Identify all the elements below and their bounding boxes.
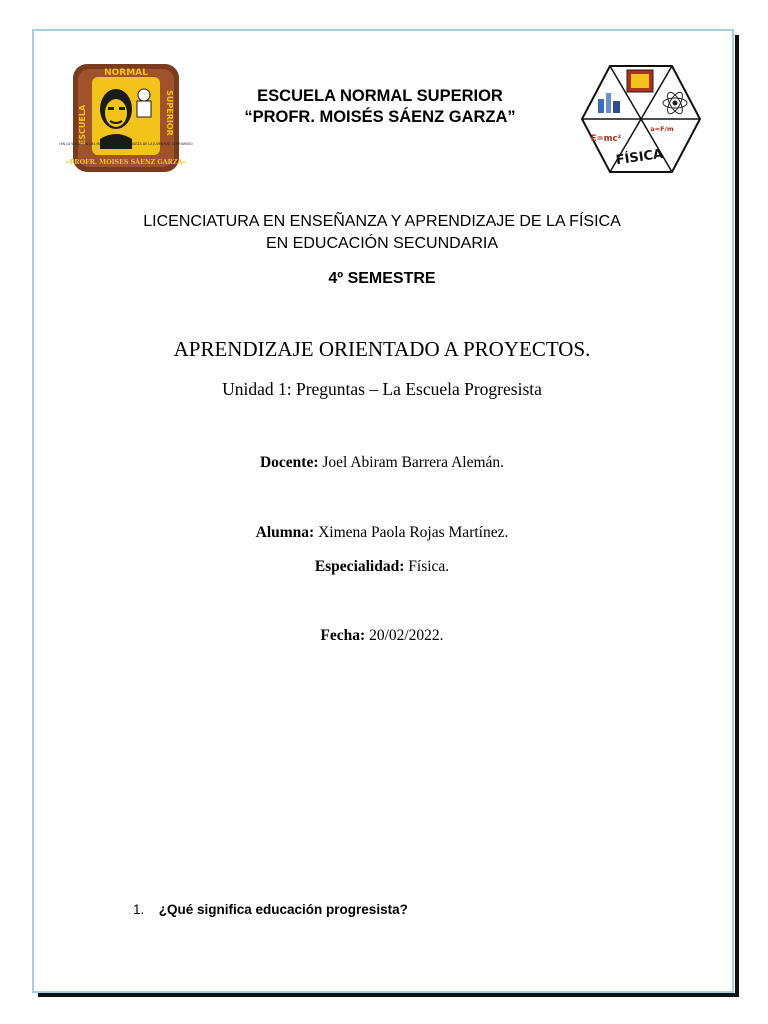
docente-field [90, 454, 674, 472]
semester: 4º SEMESTRE [328, 270, 436, 287]
frame-shadow-bottom [38, 993, 739, 997]
seal-bottom-text: «PROFR. MOISES SÁENZ GARZA» [65, 159, 187, 166]
program-line1: LICENCIATURA EN ENSEÑANZA Y APRENDIZAJE DE LA FÍSICA [143, 213, 621, 230]
seal-right-text: SUPERIOR [165, 90, 174, 136]
logo-fisica-label: FÍSICA [614, 146, 665, 169]
program-line2: EN EDUCACIÓN SECUNDARIA [265, 235, 499, 252]
alumna-field [90, 524, 674, 542]
alumna-value: Ximena Paola Rojas Martínez. [318, 524, 509, 541]
program-title [90, 211, 674, 255]
question-number: 1. [133, 902, 145, 917]
school-name-line1: ESCUELA NORMAL SUPERIOR [257, 87, 503, 105]
school-name [180, 86, 580, 128]
especialidad-field [90, 558, 674, 576]
logo-formula-right: a=F/m [650, 125, 674, 133]
school-name-line2: “PROFR. MOISÉS SÁENZ GARZA” [244, 108, 516, 126]
fecha-value: 20/02/2022. [369, 627, 444, 644]
frame-shadow-right [735, 35, 739, 997]
seal-motto: «EN LA VOCACIÓN DEL MAESTRO Y EN LA NOBLEZA DE LA JUVENTUD, CONFIAMOS» [58, 142, 194, 146]
seal-left-text: ESCUELA [78, 104, 87, 146]
logo-formula-left: E=mc² [590, 134, 622, 144]
unit-title: Unidad 1: Preguntas – La Escuela Progresista [222, 379, 542, 399]
especialidad-label: Especialidad: [314, 558, 405, 575]
especialidad-value: Física. [408, 558, 450, 575]
school-seal-logo [58, 63, 194, 173]
question-text: ¿Qué significa educación progresista? [158, 902, 408, 917]
seal-top-text: NORMAL [104, 68, 148, 78]
docente-label: Docente: [259, 454, 319, 471]
physics-hexagon-logo [580, 63, 702, 175]
fecha-label: Fecha: [320, 627, 366, 644]
question-item [133, 902, 653, 917]
course-title: APRENDIZAJE ORIENTADO A PROYECTOS. [173, 337, 591, 361]
fecha-field [90, 627, 674, 645]
alumna-label: Alumna: [255, 524, 315, 541]
docente-value: Joel Abiram Barrera Alemán. [322, 454, 505, 471]
